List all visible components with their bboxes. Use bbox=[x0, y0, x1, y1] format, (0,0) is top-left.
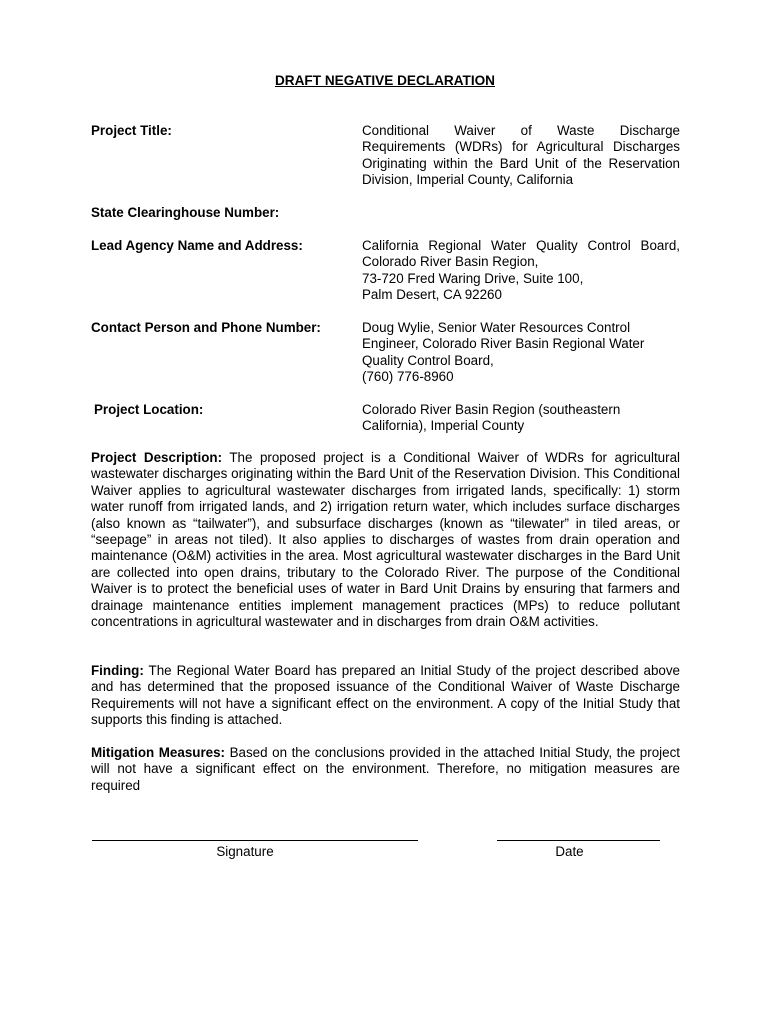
lead-agency-line: California Regional Water Quality Control Board, bbox=[362, 238, 680, 253]
contact-label: Contact Person and Phone Number: bbox=[91, 320, 321, 335]
clearinghouse-label: State Clearinghouse Number: bbox=[91, 205, 280, 220]
location-label: Project Location: bbox=[94, 402, 204, 417]
finding-label: Finding: bbox=[91, 663, 144, 678]
finding bbox=[91, 663, 680, 729]
project-description bbox=[91, 450, 680, 630]
project-title-value: Conditional Waiver of Waste Discharge Requirements (WDRs) for Agricultural Discharges Originating within the Bard Unit of the Reservation Division, Imperial County, California bbox=[362, 123, 680, 188]
signature-caption: Signature bbox=[216, 844, 274, 859]
lead-agency-label: Lead Agency Name and Address: bbox=[91, 238, 303, 253]
lead-agency-line: Palm Desert, CA 92260 bbox=[362, 287, 502, 303]
lead-agency-value bbox=[362, 238, 680, 304]
location-value: Colorado River Basin Region (southeastern California), Imperial County bbox=[362, 402, 621, 434]
mitigation-label: Mitigation Measures: bbox=[91, 745, 226, 760]
project-description-text: The proposed project is a Conditional Waiver of WDRs for agricultural wastewater discharges originating within the Bard Unit of the Reservation Division. This Conditional Waiver applies to agricultural wastewater discharges from irrigated lands, specifically: 1) storm water runoff from irrigated lands, and 2) irrigation return water, which includes surface discharges (also known as “tailwater”), and subsurface discharges (known as “tilewater” in tiled areas, or “seepage” in areas not tiled). It also applies to discharges of wastes from drain operation and maintenance (O&M) activities in the area. Most agricultural wastewater discharges in the Bard Unit are collected into open drains, tributary to the Colorado River. The purpose of the Conditional Waiver is to protect the beneficial uses of water in Bard Unit Drains by ensuring that farmers and drainage maintenance entities implement management practices (MPs) to reduce pollutant concentrations in agricultural wastewater and in discharges from drain O&M activities. bbox=[91, 450, 681, 630]
finding-text: The Regional Water Board has prepared an Initial Study of the project described above and has determined that the proposed issuance of the Conditional Waiver of Waste Discharge Requirements will not have a significant effect on the environment. A copy of the Initial Study that supports this finding is attached. bbox=[91, 663, 680, 728]
date-caption: Date bbox=[555, 844, 584, 859]
lead-agency-line: 73-720 Fred Waring Drive, Suite 100, bbox=[362, 270, 584, 286]
contact-name-text: Doug Wylie, Senior Water Resources Control Engineer, Colorado River Basin Regional Water Quality Control Board, bbox=[362, 320, 645, 368]
mitigation-text: Based on the conclusions provided in the attached Initial Study, the project will not have a significant effect on the environment. Therefore, no mitigation measures are required bbox=[91, 745, 680, 793]
lead-agency-line: Colorado River Basin Region, bbox=[362, 254, 539, 270]
project-title-label: Project Title: bbox=[91, 123, 172, 138]
signature-line bbox=[92, 840, 418, 841]
project-description-label: Project Description: bbox=[91, 450, 223, 465]
contact-value bbox=[362, 320, 680, 386]
mitigation bbox=[91, 745, 680, 794]
page-title: DRAFT NEGATIVE DECLARATION bbox=[274, 73, 495, 88]
contact-phone: (760) 776-8960 bbox=[362, 369, 454, 385]
date-line bbox=[497, 840, 660, 841]
